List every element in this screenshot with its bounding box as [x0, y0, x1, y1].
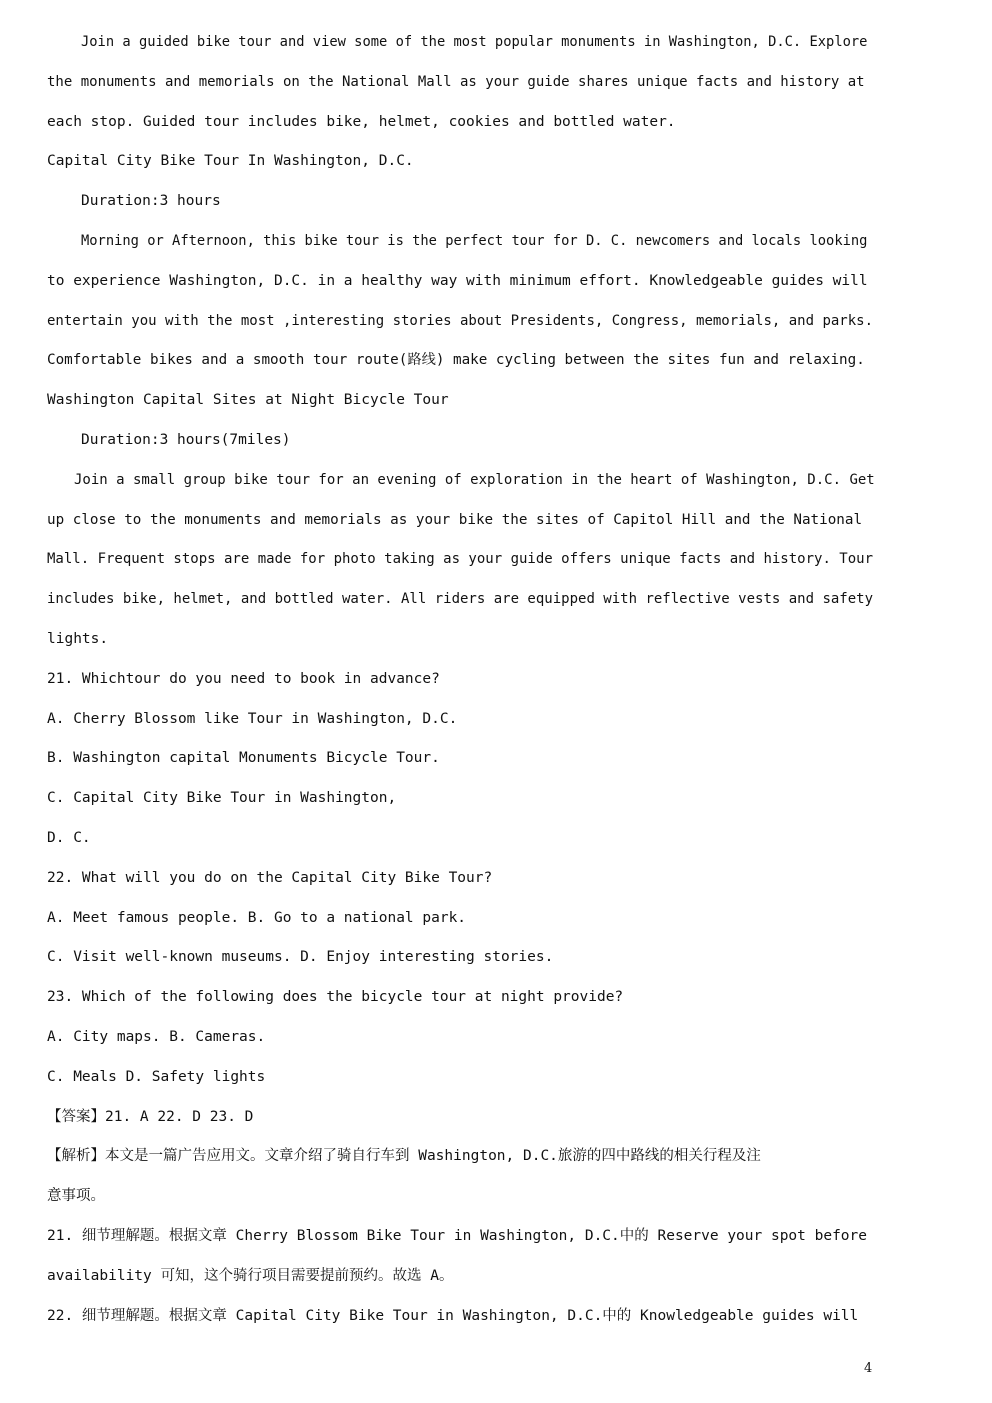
paragraph-line: Comfortable bikes and a smooth tour route(路线) make cycling between the sites fun and relaxing.: [47, 352, 865, 369]
option-line: A. Cherry Blossom like Tour in Washington, D.C.: [47, 710, 458, 727]
section-heading: Washington Capital Sites at Night Bicycle Tour: [47, 392, 449, 409]
analysis-line: 【解析】本文是一篇广告应用文。文章介绍了骑自行车到 Washington, D.C.旅游的四中路线的相关行程及注: [47, 1148, 761, 1165]
analysis-line: availability 可知，这个骑行项目需要提前预约。故选 A。: [47, 1267, 454, 1284]
section-heading: Capital City Bike Tour In Washington, D.C.: [47, 153, 414, 170]
duration-line: Duration:3 hours(7miles): [81, 431, 291, 448]
paragraph-line: Join a small group bike tour for an evening of exploration in the heart of Washington, D.C. Get: [74, 471, 875, 488]
paragraph-line: Join a guided bike tour and view some of the most popular monuments in Washington, D.C. Explore: [81, 34, 868, 50]
question-22: 22. What will you do on the Capital City Bike Tour?: [47, 869, 493, 886]
option-line: A. Meet famous people. B. Go to a national park.: [47, 909, 467, 926]
answer-line: 【答案】21. A 22. D 23. D: [47, 1108, 254, 1125]
option-line: C. Capital City Bike Tour in Washington,: [47, 790, 397, 807]
duration-line: Duration:3 hours: [81, 193, 221, 210]
paragraph-line: to experience Washington, D.C. in a healthy way with minimum effort. Knowledgeable guides will: [47, 272, 868, 289]
analysis-line: 22. 细节理解题。根据文章 Capital City Bike Tour in Washington, D.C.中的 Knowledgeable guides will: [47, 1307, 859, 1324]
option-line: D. C.: [47, 829, 91, 846]
analysis-line: 意事项。: [47, 1188, 105, 1205]
option-line: B. Washington capital Monuments Bicycle Tour.: [47, 750, 440, 767]
paragraph-line: the monuments and memorials on the National Mall as your guide shares unique facts and history at: [47, 73, 865, 90]
option-line: A. City maps. B. Cameras.: [47, 1028, 266, 1045]
paragraph-line: lights.: [47, 630, 109, 647]
page-number: 4: [864, 1361, 873, 1376]
analysis-line: 21. 细节理解题。根据文章 Cherry Blossom Bike Tour in Washington, D.C.中的 Reserve your spot before: [47, 1227, 867, 1244]
document-page: [47, 23, 875, 1336]
paragraph-line: each stop. Guided tour includes bike, helmet, cookies and bottled water.: [47, 113, 676, 130]
paragraph-line: entertain you with the most ,interesting stories about Presidents, Congress, memorials, and parks.: [47, 312, 874, 329]
paragraph-line: includes bike, helmet, and bottled water. All riders are equipped with reflective vests and safety: [47, 591, 874, 608]
paragraph-line: up close to the monuments and memorials as your bike the sites of Capitol Hill and the National: [47, 511, 863, 528]
question-23: 23. Which of the following does the bicycle tour at night provide?: [47, 989, 624, 1006]
paragraph-line: Morning or Afternoon, this bike tour is the perfect tour for D. C. newcomers and locals looking: [81, 232, 868, 249]
option-line: C. Meals D. Safety lights: [47, 1068, 266, 1085]
question-21: 21. Whichtour do you need to book in advance?: [47, 670, 440, 687]
paragraph-line: Mall. Frequent stops are made for photo taking as your guide offers unique facts and history. Tour: [47, 551, 874, 568]
option-line: C. Visit well-known museums. D. Enjoy interesting stories.: [47, 949, 554, 966]
